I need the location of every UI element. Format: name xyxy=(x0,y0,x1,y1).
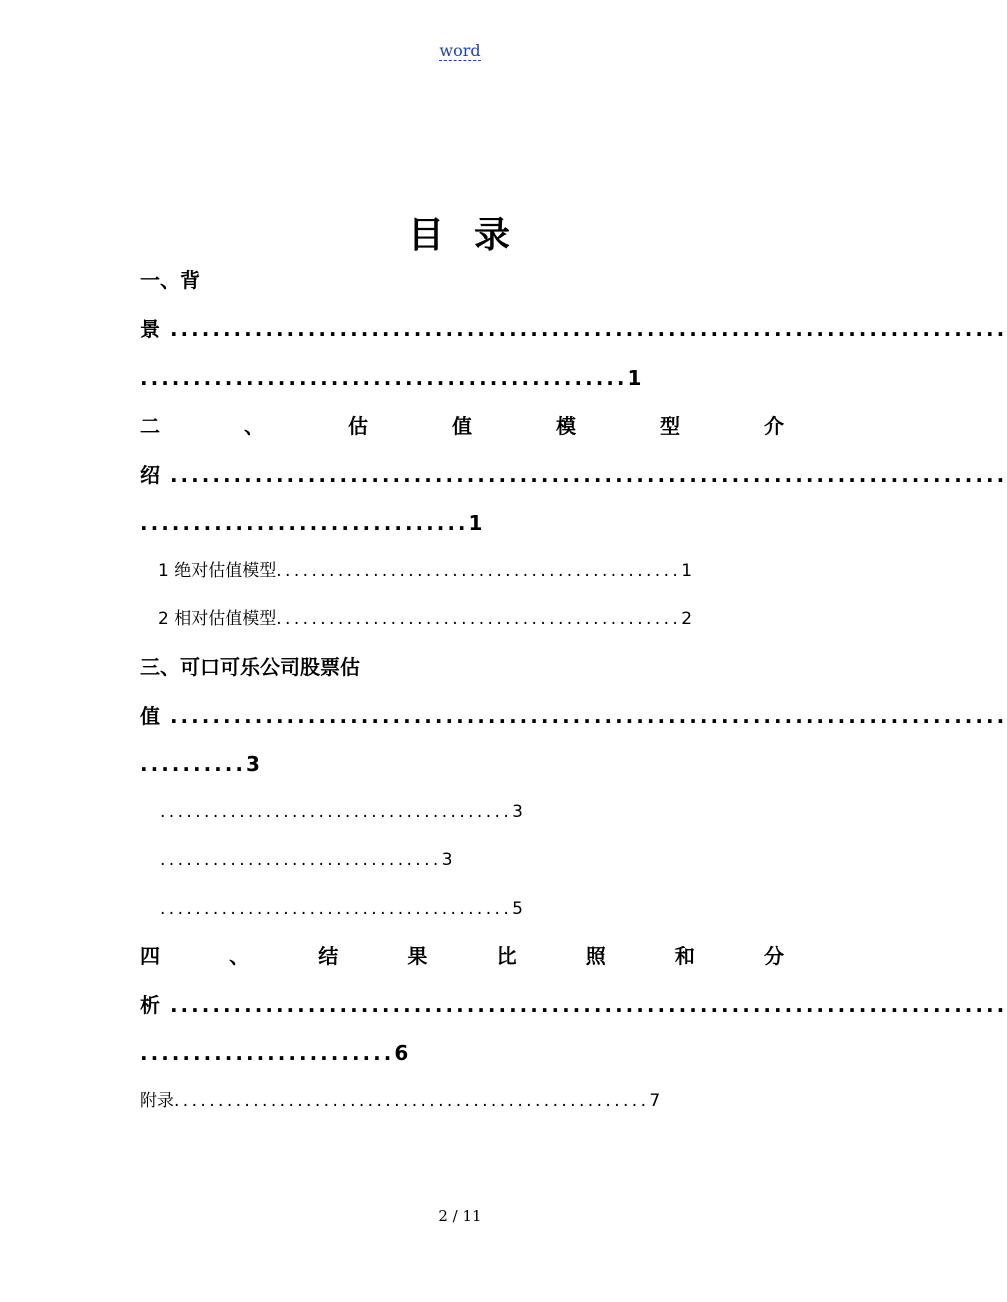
toc-s3-sub2[interactable] xyxy=(160,847,530,873)
toc-s1-lead: 景 xyxy=(140,317,160,341)
toc-s4-char: 和 xyxy=(674,944,695,968)
toc-s1-heading-text: 一、背 xyxy=(140,268,200,292)
toc-appendix-label: 附录 xyxy=(140,1091,174,1111)
toc-s2-char: 介 xyxy=(764,414,784,438)
toc-s1-page-line[interactable] xyxy=(140,364,790,392)
toc-s3-page-line[interactable] xyxy=(140,750,790,778)
toc-s3-sub1-dots: ........................................ xyxy=(160,802,513,822)
toc-s4-char: 分 xyxy=(763,944,784,968)
toc-s4-lead: 析 xyxy=(140,993,160,1017)
toc-s4-leader-dots-2: ........................ xyxy=(140,1041,395,1065)
toc-s1-leader-dots-2: .............................................. xyxy=(140,366,628,390)
toc-s3-leader-dots-2: .......... xyxy=(140,752,246,776)
toc-s3-sub1[interactable] xyxy=(160,799,600,825)
toc-s3-leader-dots: ............................................................................... xyxy=(160,704,1007,728)
toc-s2-char: 二 xyxy=(140,414,160,438)
toc-s2-lead: 绍 xyxy=(140,463,160,487)
toc-s2-sub2-label: 2 相对估值模型 xyxy=(158,609,277,629)
toc-s4-char: 、 xyxy=(229,944,250,968)
page-header xyxy=(0,41,920,60)
toc-s2-sub1-dots: .............................................. xyxy=(276,561,682,581)
toc-s3-sub2-page: 3 xyxy=(441,850,453,870)
toc-s4-char: 结 xyxy=(318,944,339,968)
toc-s3-sub2-dots: ................................ xyxy=(160,850,442,870)
toc-s4-page: 6 xyxy=(394,1041,409,1065)
toc-s2-char: 估 xyxy=(348,414,368,438)
toc-s1-page: 1 xyxy=(627,366,642,390)
toc-s2-page-line[interactable] xyxy=(140,509,790,537)
toc-title-char-2: 录 xyxy=(474,215,513,256)
toc-s3-heading-text: 三、可口可乐公司股票估 xyxy=(140,655,360,679)
toc-s3-sub3-page: 5 xyxy=(512,899,523,919)
toc-s2-sub2-dots: .............................................. xyxy=(276,609,682,629)
toc-s2-leader-dots: ............................................................................... xyxy=(160,463,1007,487)
header-link[interactable]: word xyxy=(439,41,481,60)
toc-appendix[interactable] xyxy=(140,1088,772,1114)
toc-s2-char: 值 xyxy=(452,414,472,438)
toc-s2-sub2[interactable] xyxy=(158,606,770,632)
page-footer xyxy=(0,1207,920,1225)
toc-s3-sub1-page: 3 xyxy=(512,802,523,822)
page-indicator: 2 / 11 xyxy=(438,1207,482,1225)
toc-title xyxy=(0,207,920,258)
toc-s4-heading[interactable] xyxy=(140,942,784,970)
toc-s2-page: 1 xyxy=(468,511,483,535)
toc-s2-char: 模 xyxy=(556,414,576,438)
toc-s2-sub1[interactable] xyxy=(158,558,770,584)
toc-s4-lead-line[interactable] xyxy=(140,991,1007,1019)
toc-s3-page: 3 xyxy=(245,752,260,776)
toc-s2-leader-dots-2: ............................... xyxy=(140,511,469,535)
toc-s1-leader-dots: ............................................................................... xyxy=(160,317,1007,341)
toc-s2-sub2-page: 2 xyxy=(681,609,693,629)
toc-title-char-1: 目 xyxy=(407,215,446,256)
toc-s3-sub3[interactable] xyxy=(160,896,600,922)
toc-s2-char: 型 xyxy=(660,414,680,438)
toc-s3-sub3-dots: ........................................ xyxy=(160,899,513,919)
toc-appendix-dots: ...................................................... xyxy=(174,1091,650,1111)
toc-s3-lead-line[interactable] xyxy=(140,702,1007,730)
toc-s4-char: 比 xyxy=(496,944,517,968)
toc-s4-char: 果 xyxy=(407,944,428,968)
toc-s1-heading[interactable] xyxy=(140,266,790,294)
toc-appendix-page: 7 xyxy=(649,1091,661,1111)
toc-s3-heading[interactable] xyxy=(140,653,790,681)
toc-s2-sub1-page: 1 xyxy=(681,561,693,581)
toc-s1-lead-line[interactable] xyxy=(140,315,1007,343)
toc-s2-char: 、 xyxy=(244,414,264,438)
toc-s2-heading[interactable] xyxy=(140,412,784,440)
toc-s4-char: 四 xyxy=(140,944,160,968)
toc-s4-char: 照 xyxy=(585,944,606,968)
toc-s2-sub1-label: 1 绝对估值模型 xyxy=(158,561,277,581)
toc-s4-leader-dots: ............................................................................... xyxy=(160,993,1007,1017)
toc-s3-lead: 值 xyxy=(140,704,160,728)
toc-s2-lead-line[interactable] xyxy=(140,461,1007,489)
toc-s4-page-line[interactable] xyxy=(140,1039,790,1067)
